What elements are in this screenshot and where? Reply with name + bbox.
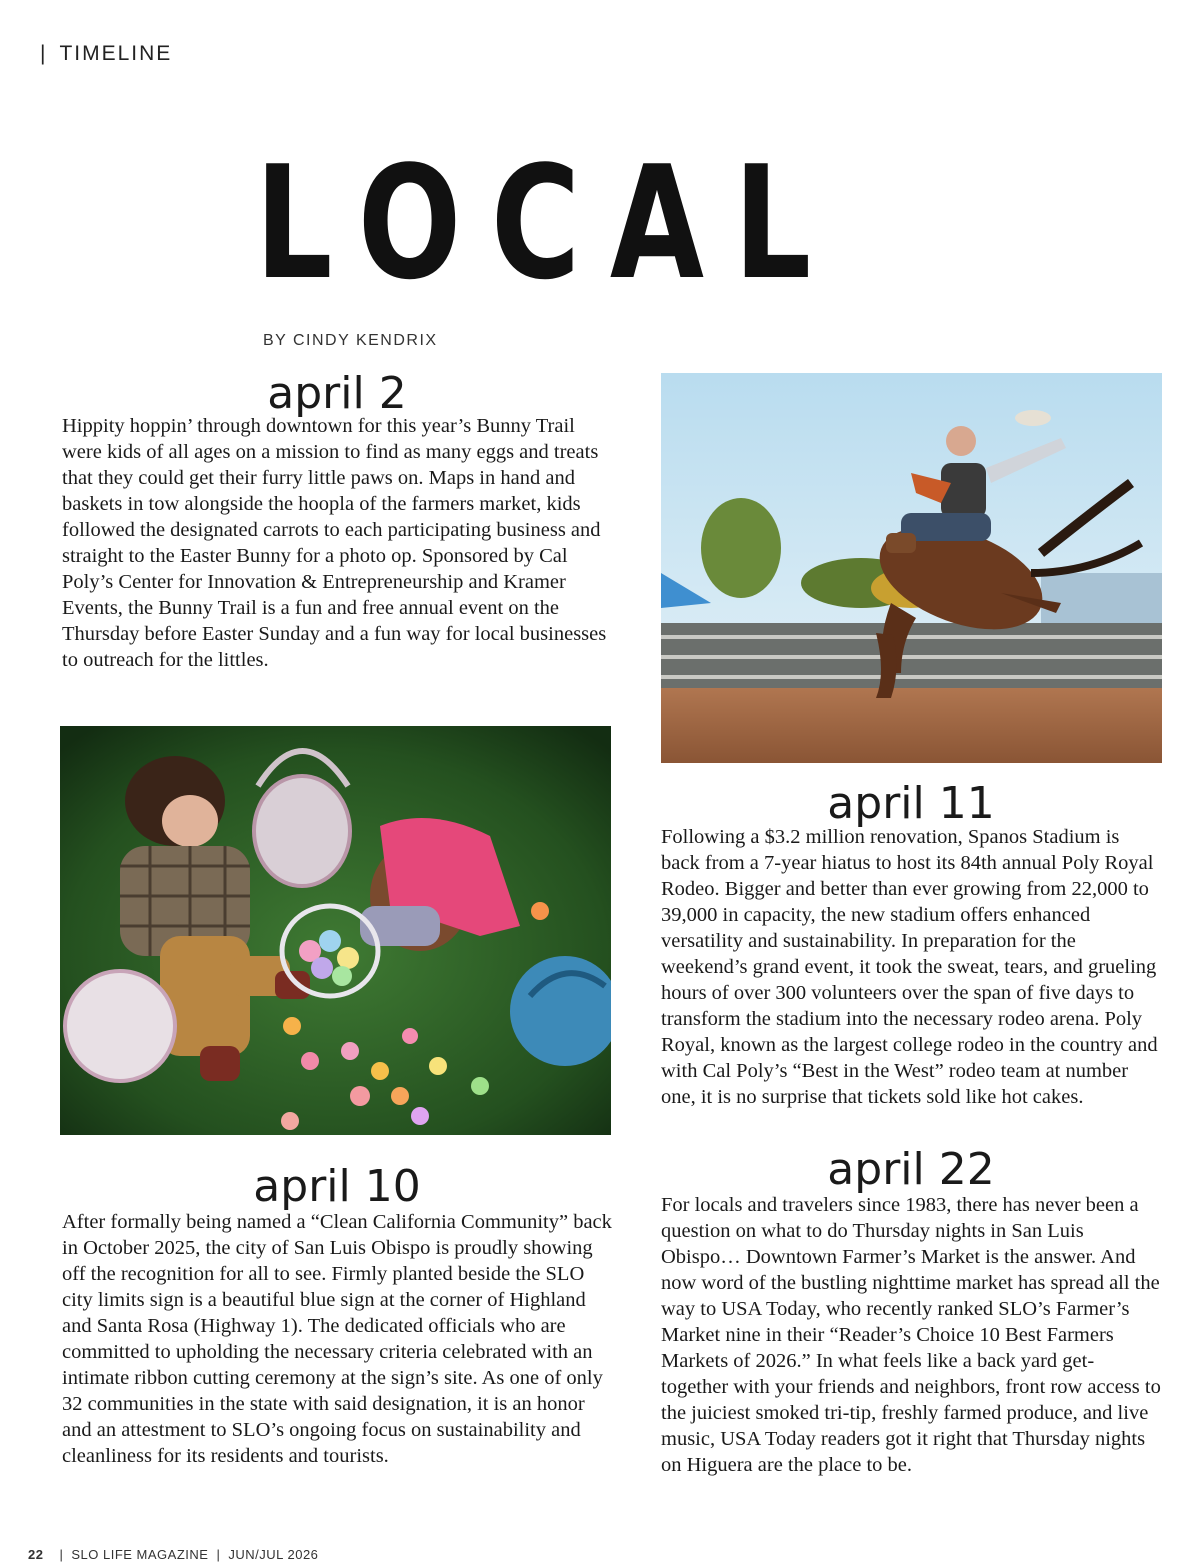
entry-body-april-11: Following a $3.2 million renovation, Spanos Stadium is back from a 7-year hiatus to host its 84th annual Poly Royal Rodeo. Bigger and better than ever growing from 22,000 to 39,000 in capacity, the new stadium offers enhanced versatility and sustainability. In preparation for the weekend’s grand event, it took the sweat, tears, and grueling hours of over 300 volunteers over the span of five days to transform the stadium into the necessary rodeo arena. Poly Royal, known as the largest college rodeo in the country and with Cal Poly’s “Best in the West” rodeo team at number one, it is no surprise that tickets sold like hot cakes. — [661, 826, 1158, 1108]
photo-bunny-trail-kids — [60, 726, 611, 1135]
photo-poly-royal-rodeo-image — [661, 373, 1162, 763]
date-heading-april-11: april 11 — [827, 778, 995, 829]
entry-body-april-2: Hippity hoppin’ through downtown for this year’s Bunny Trail were kids of all ages on a mission to find as many eggs and treats that they could get their furry little paws on. Maps in hand and baskets in tow alongside the hoopla of the farmers market, kids followed the designated carrots to each participating business and straight to the Easter Bunny for a photo op. Sponsored by Cal Poly’s Center for Innovation & Entrepreneurship and Kramer Events, the Bunny Trail is a fun and free annual event on the Thursday before Easter Sunday and a fun way for local businesses to outreach for the littles. — [62, 415, 607, 671]
date-heading-april-2: april 2 — [267, 368, 407, 419]
publication-name: SLO LIFE MAGAZINE — [71, 1547, 209, 1562]
page-footer — [28, 1547, 318, 1562]
footer-separator-2: | — [216, 1547, 221, 1562]
section-label — [40, 42, 172, 66]
byline: BY CINDY KENDRIX — [263, 332, 438, 349]
date-heading-april-10: april 10 — [253, 1161, 421, 1212]
issue-date: JUN/JUL 2026 — [228, 1547, 319, 1562]
date-heading-april-22: april 22 — [827, 1144, 995, 1195]
section-label-text: TIMELINE — [59, 42, 173, 65]
page-number: 22 — [28, 1547, 44, 1562]
masthead-title: LOCAL — [255, 132, 841, 314]
photo-poly-royal-rodeo — [661, 373, 1162, 763]
entry-body-april-22: For locals and travelers since 1983, there has never been a question on what to do Thursday nights in San Luis Obispo… Downtown Farmer’s Market is the answer. And now word of the bustling nighttime market has spread all the way to USA Today, who recently ranked SLO’s Farmer’s Market nine in their “Reader’s Choice 10 Best Farmers Markets of 2026.” In what feels like a back yard get-together with your friends and neighbors, front row access to the juiciest smoked tri-tip, freshly farmed produce, and live music, USA Today readers got it right that Thursday nights on Higuera are the place to be. — [661, 1194, 1161, 1476]
section-label-bar: | — [40, 42, 48, 65]
photo-bunny-trail-kids-image — [60, 726, 611, 1135]
entry-body-april-10: After formally being named a “Clean California Community” back in October 2025, the city of San Luis Obispo is proudly showing off the recognition for all to see. Firmly planted beside the SLO city limits sign is a beautiful blue sign at the corner of Highland and Santa Rosa (Highway 1). The dedicated officials who are committed to upholding the necessary criteria celebrated with an intimate ribbon cutting ceremony at the sign’s site. As one of only 32 communities in the state with said designation, it is an honor and an attestment to SLO’s ongoing focus on sustainability and cleanliness for its residents and tourists. — [62, 1211, 612, 1467]
footer-separator: | — [59, 1547, 64, 1562]
